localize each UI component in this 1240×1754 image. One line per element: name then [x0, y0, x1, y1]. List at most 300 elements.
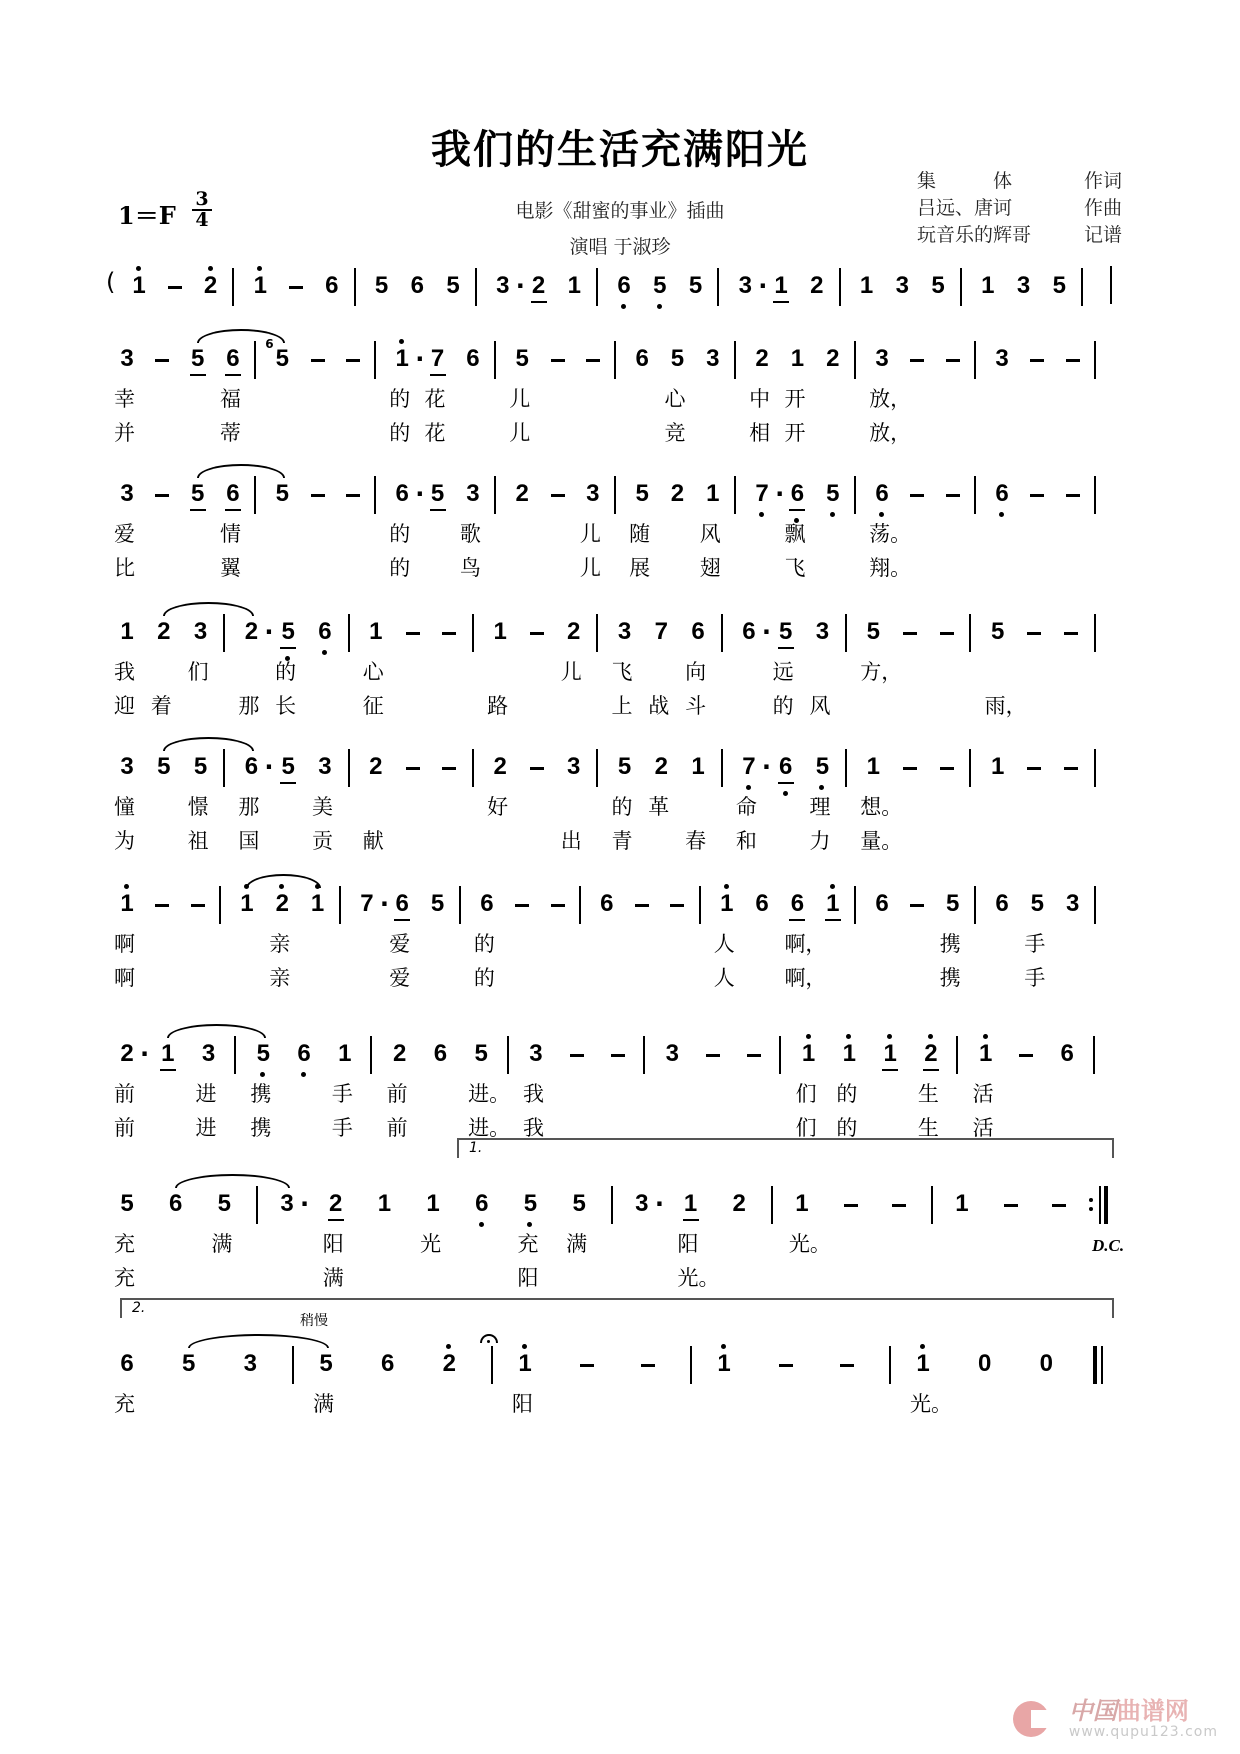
note: 2 — [530, 272, 548, 300]
barline — [1094, 341, 1096, 379]
note: 6 — [788, 480, 806, 508]
barline — [475, 268, 477, 306]
note: 0 — [1039, 1350, 1053, 1377]
dash — [910, 904, 924, 907]
note: 2 — [826, 345, 840, 372]
dash — [168, 286, 182, 289]
note: 3 — [617, 618, 632, 645]
note: 5 — [813, 753, 831, 781]
note: 6 — [473, 1190, 491, 1218]
note: 5 — [429, 480, 447, 508]
note: 3 — [586, 480, 600, 507]
note: 5 — [635, 480, 649, 507]
lyric-verse2: 充 — [114, 1266, 135, 1290]
barline — [254, 476, 256, 514]
dash — [551, 359, 565, 362]
lyric-verse2: 竞 — [664, 421, 686, 445]
lyric-verse2: 雨， — [984, 694, 1027, 718]
barline — [699, 886, 701, 924]
time-denominator: 4 — [195, 209, 209, 231]
note: 1 — [881, 1040, 899, 1068]
note: 5 — [374, 272, 389, 299]
barline — [1094, 614, 1096, 652]
note: 2 — [810, 272, 824, 299]
barline — [974, 341, 976, 379]
dash — [892, 1204, 906, 1207]
barline — [219, 886, 221, 924]
note: 7 — [753, 480, 771, 508]
lyric-verse1: 的 — [473, 932, 495, 956]
intro-open-paren: ( — [106, 268, 116, 296]
dash — [311, 359, 325, 362]
lyric-verse1: 阳 — [677, 1232, 699, 1256]
fermata-icon — [480, 1334, 498, 1343]
octave-down-dot — [301, 1072, 306, 1077]
lyric-verse1: 爱 — [114, 522, 135, 546]
barline — [494, 341, 496, 379]
barline — [960, 268, 962, 306]
lyric-verse1: 好 — [487, 795, 509, 819]
lyric-verse1: 生 — [917, 1082, 939, 1106]
lyric-verse1: 手 — [1024, 932, 1046, 956]
note: 5 — [688, 272, 703, 299]
note: 5 — [670, 345, 685, 372]
octave-down-dot — [479, 1222, 484, 1227]
barline — [721, 614, 723, 652]
dash — [442, 632, 456, 635]
song-source: 电影《甜蜜的事业》插曲 — [515, 200, 725, 222]
lyric-verse2: 携 — [939, 966, 961, 990]
lyric-verse1: 开 — [784, 387, 806, 411]
lyric-verse1: 理 — [809, 795, 831, 819]
barline — [643, 1036, 645, 1074]
lyric-verse2: 战 — [648, 694, 670, 718]
note: 5 — [275, 480, 289, 507]
barline — [1093, 1036, 1095, 1074]
note: 5 — [189, 345, 207, 373]
barline — [845, 749, 847, 787]
tempo-marking: 稍慢 — [300, 1313, 328, 1329]
augmentation-dot: · — [264, 618, 274, 646]
lyric-verse1: 命 — [735, 795, 757, 819]
dash — [530, 767, 544, 770]
note: 1 — [567, 272, 581, 299]
dash — [346, 494, 360, 497]
octave-up-dot — [399, 339, 404, 344]
note: 5 — [120, 1190, 134, 1217]
lyric-verse1: 光。 — [910, 1392, 952, 1416]
note: 3 — [120, 480, 134, 507]
dash — [191, 904, 205, 907]
lyric-verse2: 的 — [836, 1116, 858, 1140]
note: 1 — [118, 890, 136, 918]
dash — [670, 904, 684, 907]
lyric-verse1: 幸 — [114, 387, 135, 411]
note: 2 — [369, 753, 383, 780]
augmentation-dot: · — [140, 1040, 150, 1068]
octave-up-dot — [846, 1034, 851, 1039]
final-barline — [1093, 1346, 1097, 1384]
lyric-verse2: 祖 — [187, 829, 209, 853]
da-capo-marking: D.C. — [1092, 1236, 1125, 1255]
note: 1 — [682, 1190, 700, 1218]
note: 2 — [922, 1040, 940, 1068]
note: 5 — [521, 1190, 539, 1218]
lyric-verse1: 花 — [424, 387, 446, 411]
note: 2 — [440, 1350, 458, 1378]
note: 6 — [875, 890, 889, 917]
note: 5 — [824, 480, 842, 508]
octave-up-dot — [724, 884, 729, 889]
note: 1 — [715, 1350, 733, 1378]
note: 3 — [738, 272, 752, 299]
dash — [940, 767, 954, 770]
note: 5 — [1030, 890, 1045, 917]
note: 5 — [990, 618, 1005, 645]
augmentation-dot: · — [415, 480, 425, 508]
lyric-verse1: 携 — [939, 932, 961, 956]
note: 1 — [493, 618, 507, 645]
barline — [348, 749, 350, 787]
credit-transcriber: 玩音乐的辉哥 记谱 — [917, 224, 1122, 246]
lyric-verse2: 们 — [795, 1116, 817, 1140]
lyric-verse1: 手 — [331, 1082, 353, 1106]
octave-up-dot — [257, 266, 262, 271]
note: 5 — [515, 345, 529, 372]
dash — [551, 494, 565, 497]
note: 1 — [130, 272, 148, 300]
lyric-verse2: 相 — [749, 421, 771, 445]
lyric-verse2: 开 — [784, 421, 806, 445]
barline-thick — [1104, 1186, 1108, 1224]
note: 1 — [990, 753, 1005, 780]
lyric-verse2: 满 — [322, 1266, 344, 1290]
lyric-verse1: 美 — [311, 795, 333, 819]
note: 2 — [493, 753, 507, 780]
note: 6 — [168, 1190, 183, 1217]
dash — [840, 1364, 854, 1367]
dash — [155, 359, 169, 362]
barline — [721, 749, 723, 787]
lyric-verse1: 那 — [238, 795, 260, 819]
barline — [223, 614, 225, 652]
lyric-verse1: 方， — [860, 660, 903, 684]
dash — [1066, 494, 1080, 497]
dash — [611, 1054, 625, 1057]
lyric-verse2: 活 — [972, 1116, 994, 1140]
dash — [641, 1364, 655, 1367]
barline — [956, 1036, 958, 1074]
barline — [472, 614, 474, 652]
note: 6 — [224, 345, 242, 373]
octave-down-dot — [527, 1222, 532, 1227]
lyric-verse1: 光。 — [788, 1232, 831, 1256]
note: 1 — [369, 618, 383, 645]
octave-down-dot — [879, 512, 884, 517]
note: 1 — [824, 890, 842, 918]
note: 1 — [706, 480, 720, 507]
note: 3 — [120, 345, 134, 372]
lyric-verse2: 的 — [473, 966, 495, 990]
lyric-verse1: 心 — [664, 387, 686, 411]
lyric-verse2: 啊， — [784, 966, 827, 990]
note: 5 — [189, 480, 207, 508]
note: 5 — [474, 1040, 488, 1067]
note: 2 — [392, 1040, 407, 1067]
barline — [614, 341, 616, 379]
note: 1 — [393, 345, 411, 373]
note: 5 — [275, 345, 289, 372]
lyric-verse2: 力 — [809, 829, 831, 853]
octave-down-dot — [621, 304, 626, 309]
barline — [579, 886, 581, 924]
note: 5 — [617, 753, 632, 780]
lyric-verse2: 手 — [331, 1116, 353, 1140]
augmentation-dot: · — [300, 1190, 310, 1218]
lyric-verse2: 蒂 — [219, 421, 241, 445]
dash — [289, 286, 303, 289]
note: 1 — [859, 272, 874, 299]
note: 3 — [193, 618, 208, 645]
lyric-verse2: 着 — [150, 694, 172, 718]
barline — [734, 476, 736, 514]
lyric-verse2: 展 — [629, 556, 651, 580]
note: 6 — [480, 890, 494, 917]
lyric-verse2: 国 — [238, 829, 260, 853]
note: 6 — [873, 480, 891, 508]
lyric-verse2: 风 — [809, 694, 831, 718]
note: 3 — [318, 753, 332, 780]
note: 3 — [496, 272, 510, 299]
lyric-verse1: 充 — [517, 1232, 539, 1256]
note: 3 — [635, 1190, 649, 1217]
note: 2 — [755, 345, 769, 372]
lyric-verse1: 荡。 — [869, 522, 912, 546]
lyric-verse2: 放， — [869, 421, 912, 445]
note: 5 — [572, 1190, 586, 1217]
dash — [586, 359, 600, 362]
barline — [845, 614, 847, 652]
lyric-verse1: 儿 — [560, 660, 582, 684]
note: 6 — [295, 1040, 313, 1068]
note: 3 — [665, 1040, 679, 1067]
note: 3 — [895, 272, 909, 299]
lyric-verse1: 充 — [114, 1392, 135, 1416]
note: 2 — [244, 618, 259, 645]
note: 1 — [955, 1190, 969, 1217]
dash — [747, 1054, 761, 1057]
barline — [223, 749, 225, 787]
octave-up-dot — [124, 884, 129, 889]
note: 6 — [777, 753, 795, 781]
lyric-verse2: 的 — [389, 556, 411, 580]
augmentation-dot: · — [379, 890, 390, 918]
note: 0 — [977, 1350, 992, 1377]
dash — [580, 1364, 594, 1367]
lyric-verse2: 进 — [195, 1116, 217, 1140]
lyric-verse1: 前 — [386, 1082, 408, 1106]
lyric-verse2: 我 — [522, 1116, 544, 1140]
lyric-verse1: 憬 — [187, 795, 209, 819]
lyric-verse1: 儿 — [579, 522, 601, 546]
octave-down-dot — [819, 785, 824, 790]
lyric-verse1: 想。 — [860, 795, 903, 819]
note: 5 — [446, 272, 460, 299]
note: 5 — [319, 1350, 333, 1377]
note: 6 — [600, 890, 614, 917]
note: 6 — [325, 272, 339, 299]
barline — [969, 749, 971, 787]
dash — [706, 1054, 720, 1057]
lyric-verse2: 青 — [611, 829, 633, 853]
barline — [839, 268, 841, 306]
lyric-verse1: 的 — [611, 795, 633, 819]
note: 6 — [120, 1350, 134, 1377]
note: 1 — [772, 272, 790, 300]
barline — [969, 614, 971, 652]
note: 3 — [706, 345, 720, 372]
note: 6 — [691, 618, 705, 645]
volta-label: 2. — [132, 1300, 146, 1316]
note: 6 — [244, 753, 259, 780]
lyric-verse2: 儿 — [509, 421, 531, 445]
note: 6 — [755, 890, 769, 917]
octave-down-dot — [746, 785, 751, 790]
barline — [292, 1346, 294, 1384]
lyric-verse1: 满 — [211, 1232, 233, 1256]
lyric-verse2: 上 — [611, 694, 633, 718]
grace-note: 6 — [265, 337, 274, 351]
lyric-verse2: 前 — [114, 1116, 135, 1140]
watermark-brand-b: 曲谱网 — [1116, 1696, 1189, 1725]
slur — [197, 329, 286, 343]
dash — [406, 632, 420, 635]
slur — [163, 602, 255, 616]
note: 6 — [742, 618, 756, 645]
augmentation-dot: · — [758, 272, 768, 300]
barline — [374, 341, 376, 379]
lyric-verse1: 携 — [250, 1082, 272, 1106]
lyric-verse2: 出 — [560, 829, 582, 853]
lyric-verse1: 们 — [187, 660, 209, 684]
barline — [256, 1186, 258, 1224]
dash — [910, 494, 924, 497]
lyric-verse1: 进 — [195, 1082, 217, 1106]
barline — [491, 1346, 493, 1384]
note: 6 — [316, 618, 334, 646]
lyric-verse1: 向 — [685, 660, 707, 684]
barline — [771, 1186, 773, 1224]
note: 6 — [393, 890, 411, 918]
lyric-verse2: 光。 — [677, 1266, 720, 1290]
note: 1 — [377, 1190, 392, 1217]
note: 2 — [273, 890, 291, 918]
barline — [717, 268, 719, 306]
dash — [406, 767, 420, 770]
note: 2 — [732, 1190, 746, 1217]
barline — [854, 476, 856, 514]
lyric-verse1: 我 — [522, 1082, 544, 1106]
note: 2 — [567, 618, 581, 645]
singer: 演唱 于淑珍 — [569, 236, 671, 258]
slur — [163, 737, 255, 751]
dash — [155, 904, 169, 907]
octave-up-dot — [522, 1344, 527, 1349]
lyric-verse1: 革 — [648, 795, 670, 819]
dash — [530, 632, 544, 635]
watermark-url: www.qupu123.com — [1068, 1724, 1218, 1740]
lyric-verse1: 情 — [219, 522, 241, 546]
augmentation-dot: · — [415, 345, 425, 373]
note: 1 — [426, 1190, 440, 1217]
barline — [596, 749, 598, 787]
lyric-verse1: 阳 — [322, 1232, 344, 1256]
barline — [734, 341, 736, 379]
barline — [1099, 1186, 1101, 1224]
lyric-verse2: 翼 — [219, 556, 241, 580]
barline — [374, 476, 376, 514]
octave-up-dot — [806, 1034, 811, 1039]
octave-up-dot — [830, 884, 835, 889]
lyric-verse1: 阳 — [512, 1392, 533, 1416]
note: 1 — [866, 753, 880, 780]
note: 1 — [338, 1040, 352, 1067]
barline — [889, 1346, 891, 1384]
barline — [459, 886, 461, 924]
dash — [946, 494, 960, 497]
lyric-verse1: 歌 — [459, 522, 481, 546]
dash — [903, 767, 917, 770]
barline — [354, 268, 356, 306]
note: 6 — [615, 272, 633, 300]
watermark-brand-a: 中国 — [1068, 1696, 1117, 1725]
note: 1 — [238, 890, 256, 918]
note: 6 — [395, 480, 409, 507]
lyric-verse2: 生 — [917, 1116, 939, 1140]
note: 5 — [217, 1190, 232, 1217]
note: 1 — [718, 890, 736, 918]
slur — [175, 1174, 290, 1188]
dash — [635, 904, 649, 907]
lyric-verse1: 憧 — [114, 795, 135, 819]
augmentation-dot: · — [515, 272, 525, 300]
barline — [974, 886, 976, 924]
barline — [596, 614, 598, 652]
note: 3 — [1065, 890, 1080, 917]
note: 6 — [410, 272, 424, 299]
note: 3 — [875, 345, 889, 372]
lyric-verse2: 并 — [114, 421, 135, 445]
dash — [551, 904, 565, 907]
note: 1 — [516, 1350, 534, 1378]
lyric-verse2: 春 — [685, 829, 707, 853]
lyric-verse1: 心 — [362, 660, 384, 684]
lyric-verse1: 满 — [313, 1392, 334, 1416]
note: 2 — [157, 618, 171, 645]
octave-down-dot — [830, 512, 835, 517]
credits — [917, 168, 1122, 249]
note: 5 — [430, 890, 445, 917]
lyric-verse1: 的 — [389, 522, 411, 546]
note: 5 — [866, 618, 880, 645]
lyric-verse2: 阳 — [517, 1266, 539, 1290]
note: 2 — [120, 1040, 134, 1067]
time-signature — [192, 190, 212, 230]
lyric-verse2: 的 — [389, 421, 411, 445]
note: 2 — [202, 272, 220, 300]
octave-down-dot — [260, 1072, 265, 1077]
dash — [1064, 632, 1078, 635]
